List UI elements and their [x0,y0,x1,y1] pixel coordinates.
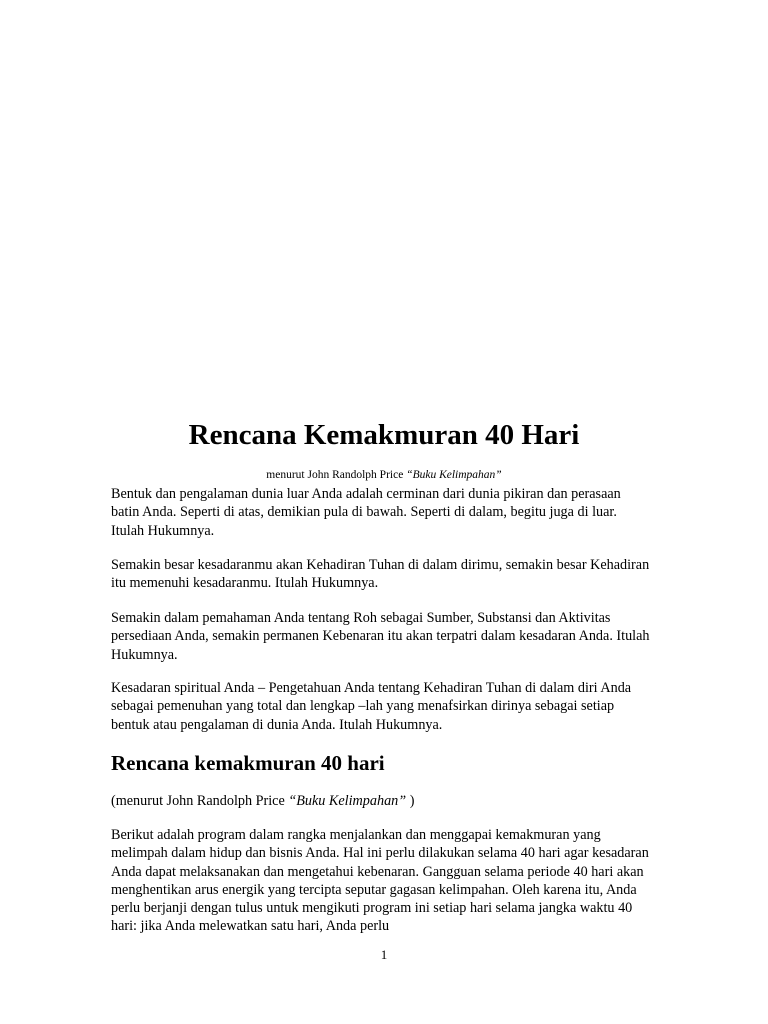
section-source-book-title: “Buku Kelimpahan” [288,793,407,809]
byline [0,468,768,483]
document-title: Rencana Kemakmuran 40 Hari [188,419,580,451]
paragraph-1: Bentuk dan pengalaman dunia luar Anda adalah cerminan dari dunia pikiran dan perasaan batin Anda. Seperti di atas, demikian pula di bawah. Seperti di dalam, begitu juga di luar. Itulah Hukumnya. [111,486,621,539]
paragraph-3: Semakin dalam pemahaman Anda tentang Roh sebagai Sumber, Substansi dan Aktivitas persediaan Anda, semakin permanen Kebenaran itu akan terpatri dalam kesadaran Anda. Itulah Hukumnya. [111,610,650,663]
section-paragraph: Berikut adalah program dalam rangka menjalankan dan menggapai kemakmuran yang melimpah dalam hidup dan bisnis Anda. Hal ini perlu dilakukan selama 40 hari agar kesadaran Anda dapat melaksanakan dan mengetahui kebenaran. Gangguan selama periode 40 hari akan menghentikan arus energik yang tercipta seputar gagasan kelimpahan. Oleh karena itu, Anda perlu berjanji dengan tulus untuk mengikuti program ini setiap hari selama jangka waktu 40 hari: jika Anda melewatkan satu hari, Anda perlu [111,827,649,935]
section-source [111,792,651,810]
paragraph-2: Semakin besar kesadaranmu akan Kehadiran Tuhan di dalam dirimu, semakin besar Kehadiran itu memenuhi kesadaranmu. Itulah Hukumnya. [111,557,650,592]
paragraph-4: Kesadaran spiritual Anda – Pengetahuan Anda tentang Kehadiran Tuhan di dalam diri Anda sebagai pemenuhan yang total dan lengkap –lah yang menafsirkan dirinya sebagai setiap bentuk atau pengalaman di dunia Anda. Itulah Hukumnya. [111,680,632,733]
section-source-prefix: (menurut John Randolph Price [111,793,289,809]
byline-prefix: menurut John Randolph Price [266,469,407,481]
section-heading: Rencana kemakmuran 40 hari [111,751,385,775]
section-source-suffix: ) [406,793,415,809]
page-number: 1 [380,947,388,962]
byline-book-title: “Buku Kelimpahan” [406,469,502,481]
